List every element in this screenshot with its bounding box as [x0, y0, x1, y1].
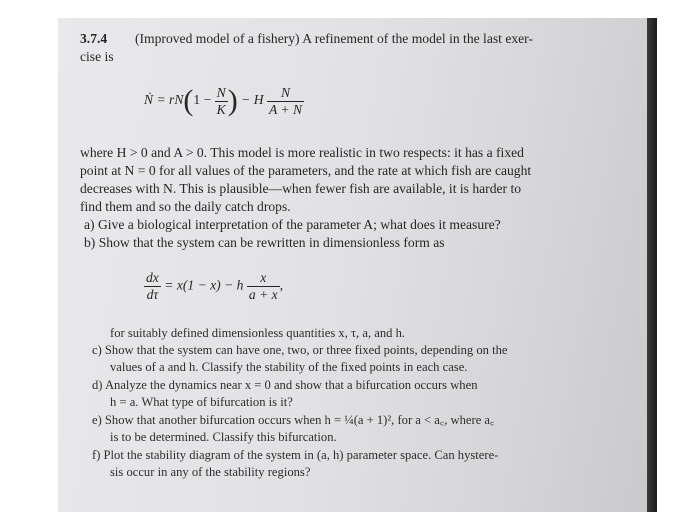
- part-e-line-1: e) Show that another bifurcation occurs when h = ¼(a + 1)², for a < a꜀, where a꜀: [92, 413, 495, 427]
- eq2-frac-num: x: [260, 270, 267, 285]
- exercise-title: (Improved model of a fishery) A refinement of the model in the last exer-: [135, 31, 533, 46]
- eq1-frac2-den: A + N: [268, 101, 303, 117]
- eq1-frac1-num: N: [216, 84, 226, 100]
- eq1-frac2-num: N: [280, 84, 291, 100]
- page-edge-shadow: [647, 18, 657, 512]
- part-c-line-1: c) Show that the system can have one, two, or three fixed points, depending on the: [92, 343, 508, 357]
- paragraph-line-2: point at N = 0 for all values of the parameters, and the rate at which fish are caught: [80, 163, 532, 178]
- part-e-line-2: is to be determined. Classify this bifurcation.: [110, 430, 337, 444]
- equation-dimensionless: [144, 270, 283, 303]
- part-d-line-2: h = a. What type of bifurcation is it?: [110, 395, 293, 409]
- dimensionless-quantities-line: for suitably defined dimensionless quantities x, τ, a, and h.: [110, 326, 406, 340]
- eq2-lhs-num: dx: [146, 270, 159, 285]
- part-f-line-1: f) Plot the stability diagram of the system in (a, h) parameter space. Can hystere-: [92, 448, 499, 462]
- equation-fishery-model: Ṅ = rN(1 − $\frac{N}{K}$ ) − H $\frac{N}{A + N}$: [144, 84, 303, 117]
- part-b: b) Show that the system can be rewritten in dimensionless form as: [84, 235, 445, 250]
- exercise-number: 3.7.4: [80, 31, 108, 46]
- part-c-line-2: values of a and h. Classify the stability of the fixed points in each case.: [110, 360, 468, 374]
- eq1-mid: − H: [241, 92, 264, 108]
- paragraph-line-1: where H > 0 and A > 0. This model is more realistic in two respects: it has a fixed: [80, 145, 524, 160]
- eq2-frac-den: a + x: [248, 287, 278, 302]
- eq1-frac1-den: K: [216, 101, 226, 117]
- exercise-title-cont: cise is: [80, 49, 114, 64]
- eq2-lhs-den: dτ: [146, 287, 159, 302]
- eq2-mid: = x(1 − x) − h: [164, 277, 244, 293]
- part-d-line-1: d) Analyze the dynamics near x = 0 and show that a bifurcation occurs when: [92, 378, 478, 392]
- paragraph-line-4: find them and so the daily catch drops.: [80, 199, 291, 214]
- part-a: a) Give a biological interpretation of the parameter A; what does it measure?: [84, 217, 501, 232]
- eq1-lhs: Ṅ = rN: [144, 92, 184, 108]
- part-f-line-2: sis occur in any of the stability regions?: [110, 465, 311, 479]
- paragraph-line-3: decreases with N. This is plausible—when fewer fish are available, it is harder to: [80, 181, 522, 196]
- eq2-tail: ,: [279, 277, 284, 293]
- textbook-page: [58, 18, 657, 512]
